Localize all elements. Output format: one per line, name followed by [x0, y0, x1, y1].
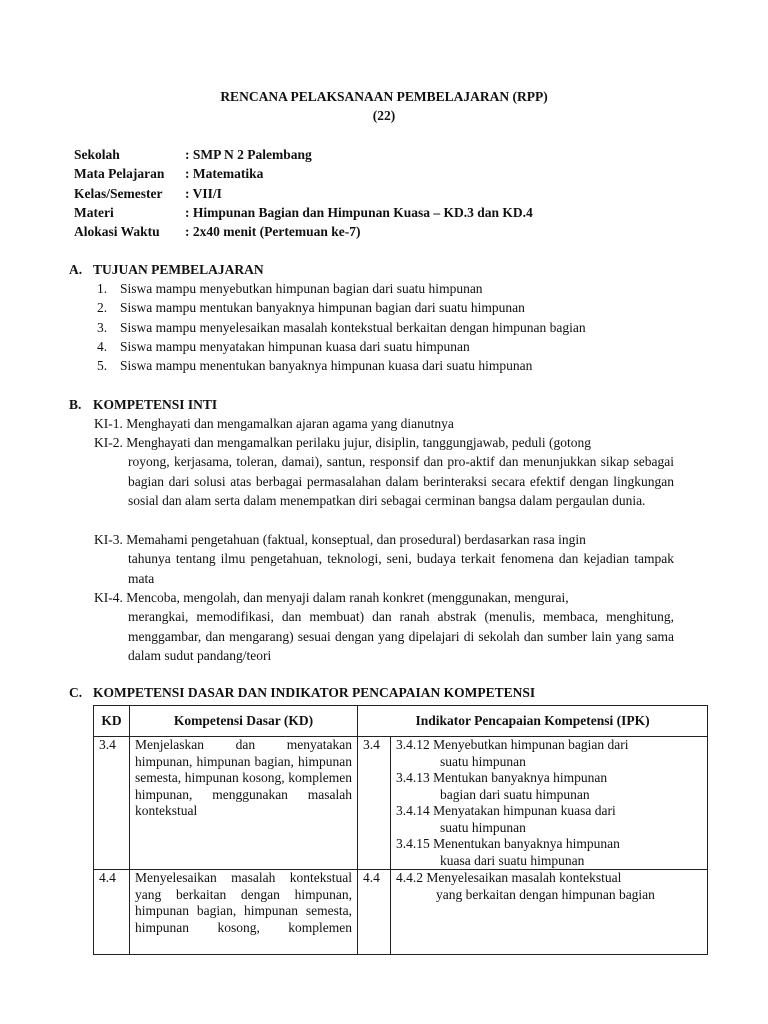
ipk-kd-code: 4.4: [358, 870, 391, 955]
section-letter: A.: [69, 262, 83, 277]
item-number: 5.: [97, 358, 108, 374]
ipk-item: [396, 870, 702, 903]
identity-key: Sekolah: [74, 147, 120, 162]
ki-first-line: KI-3. Memahami pengetahuan (faktual, konseptual, dan prosedural) berdasarkan rasa ingin: [94, 532, 586, 547]
list-item: [97, 358, 586, 377]
identity-row: [74, 205, 533, 224]
ipk-line: yang berkaitan dengan himpunan bagian: [436, 886, 655, 902]
identity-key: Mata Pelajaran: [74, 166, 165, 182]
header-kd: KD: [94, 706, 130, 737]
identity-row: [74, 224, 533, 243]
section-c-heading: [69, 685, 535, 701]
list-item: [97, 300, 586, 319]
kd-description: [130, 737, 358, 870]
learning-objectives-list: [97, 281, 586, 377]
item-text: Siswa mampu menyatakan himpunan kuasa dari suatu himpunan: [120, 338, 470, 354]
ipk-line: 3.4.14 Menyatakan himpunan kuasa dari: [396, 803, 616, 818]
table-row: [94, 737, 708, 870]
identity-table: [74, 147, 533, 243]
section-a-heading: [69, 262, 264, 278]
header-kd-description: Kompetensi Dasar (KD): [130, 706, 358, 737]
ipk-line: 3.4.12 Menyebutkan himpunan bagian dari: [396, 737, 629, 752]
ipk-item: [396, 737, 702, 770]
ipk-cell: [391, 870, 708, 955]
item-number: 1.: [97, 281, 108, 296]
identity-value: : Matematika: [185, 166, 264, 182]
list-item: [97, 281, 586, 300]
ipk-item: [396, 770, 702, 803]
identity-value: : SMP N 2 Palembang: [185, 147, 312, 162]
header-ipk: Indikator Pencapaian Kompetensi (IPK): [358, 706, 708, 737]
item-number: 4.: [97, 338, 108, 354]
ki-first-line: KI-2. Menghayati dan mengamalkan perilaku jujur, disiplin, tanggungjawab, peduli (gotong: [94, 435, 591, 450]
ipk-line: suatu himpunan: [440, 819, 526, 835]
ki-2-paragraph: [94, 433, 674, 511]
ki-3-paragraph: [94, 530, 674, 588]
identity-value: : 2x40 menit (Pertemuan ke-7): [185, 224, 361, 240]
ipk-line: bagian dari suatu himpunan: [440, 786, 590, 802]
identity-key: Materi: [74, 204, 114, 220]
ki-first-line: KI-4. Mencoba, mengolah, dan menyaji dalam ranah konkret (menggunakan, mengurai,: [94, 590, 569, 605]
kd-code: 3.4: [94, 737, 130, 870]
ipk-line: 4.4.2 Menyelesaikan masalah kontekstual: [396, 870, 622, 885]
ipk-item: [396, 803, 702, 836]
identity-key: Kelas/Semester: [74, 185, 163, 201]
list-item: [97, 339, 586, 358]
document-title: RENCANA PELAKSANAAN PEMBELAJARAN (RPP): [220, 89, 548, 104]
ki-1-paragraph: [94, 414, 674, 433]
section-letter: C.: [69, 685, 83, 700]
ki-4-paragraph: [94, 588, 674, 666]
identity-row: [74, 186, 533, 205]
ipk-cell: [391, 737, 708, 870]
item-text: Siswa mampu mentukan banyaknya himpunan bagian dari suatu himpunan: [120, 300, 525, 316]
item-text: Siswa mampu menyelesaikan masalah kontekstual berkaitan dengan himpunan bagian: [120, 319, 586, 335]
kd-code: 4.4: [94, 870, 130, 955]
ipk-line: kuasa dari suatu himpunan: [440, 852, 585, 868]
ipk-line: 3.4.13 Mentukan banyaknya himpunan: [396, 770, 608, 785]
ki-continuation: royong, kerjasama, toleran, damai), santun, responsif dan pro-aktif dan menunjukkan sikap sebagai bagian dari solusi atas berbagai permasalahan dalam berinteraksi secara efektif dengan lingkungan sosial dan alam serta dalam menempatkan diri sebagai cerminan bangsa dalam pergaulan dunia.: [128, 454, 674, 509]
competency-table: [93, 705, 708, 955]
item-text: Siswa mampu menentukan banyaknya himpunan kuasa dari suatu himpunan: [120, 358, 533, 374]
section-title: KOMPETENSI INTI: [93, 397, 218, 412]
identity-value: : Himpunan Bagian dan Himpunan Kuasa – KD.3 dan KD.4: [185, 204, 533, 220]
item-number: 3.: [97, 319, 108, 335]
section-b-heading: [69, 397, 217, 413]
section-letter: B.: [69, 397, 82, 412]
kd-description: Menyelesaikan masalah kontekstual yang berkaitan dengan himpunan, himpunan bagian, himpunan semesta, himpunan kosong, komplemen: [130, 870, 358, 955]
item-number: 2.: [97, 300, 108, 316]
identity-row: [74, 166, 533, 185]
identity-key: Alokasi Waktu: [74, 224, 160, 240]
identity-row: [74, 147, 533, 166]
ki-continuation: merangkai, memodifikasi, dan membuat) dan ranah abstrak (menulis, membaca, menghitung, menggambar, dan mengarang) sesuai dengan yang dipelajari di sekolah dan sumber lain yang sama dalam sudut pandang/teori: [128, 609, 674, 664]
kd-description-last: kontekstual: [135, 803, 198, 818]
document-number: (22): [372, 108, 396, 123]
ki-first-line: KI-1. Menghayati dan mengamalkan ajaran agama yang dianutnya: [94, 416, 454, 431]
list-item: [97, 320, 586, 339]
kd-description-text: Menjelaskan dan menyatakan himpunan, himpunan bagian, himpunan semesta, himpunan kosong, komplemen himpunan, menggunakan masalah: [135, 737, 352, 802]
ki-continuation: tahunya tentang ilmu pengetahuan, teknologi, seni, budaya terkait fenomena dan kejadian tampak mata: [128, 551, 674, 586]
ipk-line: 3.4.15 Menentukan banyaknya himpunan: [396, 836, 620, 851]
section-title: KOMPETENSI DASAR DAN INDIKATOR PENCAPAIAN KOMPETENSI: [93, 685, 536, 700]
section-title: TUJUAN PEMBELAJARAN: [93, 262, 264, 277]
item-text: Siswa mampu menyebutkan himpunan bagian dari suatu himpunan: [120, 281, 483, 296]
identity-value: : VII/I: [185, 185, 222, 201]
table-row: [94, 870, 708, 955]
ipk-line: suatu himpunan: [440, 753, 526, 769]
ipk-item: [396, 836, 702, 869]
ipk-kd-code: 3.4: [358, 737, 391, 870]
table-header-row: [94, 706, 708, 737]
